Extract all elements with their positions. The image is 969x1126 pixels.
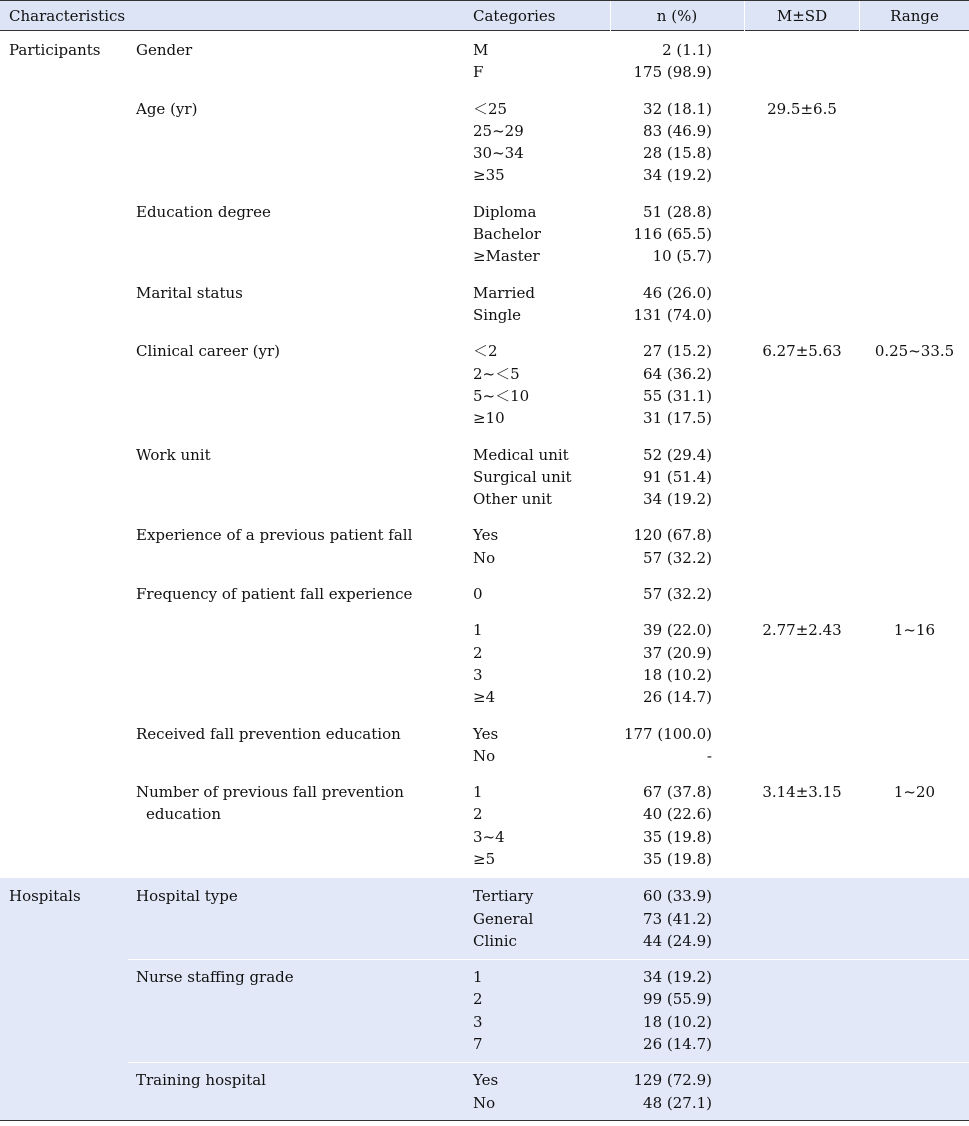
mean-sd-cell: 2.77±2.43 (762, 621, 842, 640)
header-range: Range (890, 7, 939, 25)
n-percent-cell-line: 91 (51.4) (643, 467, 712, 486)
row-label (136, 583, 412, 605)
n-percent-cell (610, 39, 712, 84)
row-label-line: Hospital type (136, 887, 238, 906)
category-cell-line: 2~＜5 (473, 364, 520, 383)
category-cell (473, 966, 483, 1055)
category-cell-line: No (473, 746, 496, 765)
n-percent-cell-line: 99 (55.9) (643, 990, 712, 1009)
group-row (0, 583, 969, 605)
category-cell-line: Tertiary (473, 887, 534, 906)
n-percent-cell-line: 60 (33.9) (643, 887, 712, 906)
category-cell-line: Clinic (473, 931, 517, 950)
section-label: Participants (9, 41, 101, 59)
category-cell (473, 282, 535, 327)
row-label-line: education (146, 805, 221, 824)
n-percent-cell-line: 18 (10.2) (643, 1012, 712, 1031)
group-row (0, 98, 969, 187)
n-percent-cell (610, 98, 712, 187)
group-row (0, 1069, 969, 1114)
category-cell-line: 3 (473, 665, 483, 684)
row-label-line: Education degree (136, 202, 271, 221)
category-cell-line: Yes (473, 1071, 499, 1090)
category-cell-line: M (473, 41, 489, 59)
category-cell-line: Yes (473, 526, 499, 545)
row-label-line: Marital status (136, 283, 243, 302)
category-cell (473, 340, 529, 429)
group-row (0, 723, 969, 768)
category-cell-line: No (473, 1093, 496, 1112)
section-hospitals (0, 878, 969, 1120)
category-cell-line: 5~＜10 (473, 386, 530, 405)
n-percent-cell-line: 39 (22.0) (643, 621, 712, 640)
range-cell: 1~16 (893, 621, 936, 640)
n-percent-cell-line: 26 (14.7) (643, 688, 712, 707)
n-percent-cell (610, 524, 712, 569)
row-label (136, 340, 280, 362)
category-cell-line: No (473, 548, 496, 567)
category-cell (473, 98, 524, 187)
group-row (0, 524, 969, 569)
n-percent-cell-line: 64 (36.2) (643, 364, 712, 383)
header-characteristics: Characteristics (9, 7, 126, 25)
category-cell-line: ＜25 (473, 99, 508, 118)
n-percent-cell-line: 37 (20.9) (643, 643, 712, 662)
category-cell (473, 39, 488, 84)
n-percent-cell (610, 340, 712, 429)
n-percent-cell-line: 55 (31.1) (643, 386, 712, 405)
row-divider (128, 1062, 969, 1063)
category-cell (473, 444, 572, 511)
row-label-line: Received fall prevention education (136, 724, 401, 743)
n-percent-cell-line: 120 (67.8) (633, 526, 712, 545)
category-cell (473, 619, 495, 708)
group-row (0, 885, 969, 952)
group-row (0, 966, 969, 1055)
row-label-line: Clinical career (yr) (136, 342, 280, 361)
category-cell-line: ＜2 (473, 342, 498, 361)
category-cell-line: 25~29 (473, 121, 524, 140)
header-divider (859, 1, 860, 32)
header-divider (744, 1, 745, 32)
category-cell-line: Single (473, 305, 522, 324)
header-mean-sd: M±SD (776, 7, 828, 25)
category-cell-line: ≥4 (473, 688, 496, 707)
row-label (136, 98, 197, 120)
n-percent-cell-line: 26 (14.7) (643, 1035, 712, 1054)
n-percent-cell-line: 131 (74.0) (633, 305, 712, 324)
n-percent-cell-line: 32 (18.1) (643, 99, 712, 118)
n-percent-cell-line: 177 (100.0) (623, 724, 712, 743)
row-label (136, 201, 271, 223)
table-bottom-rule (0, 1120, 969, 1121)
n-percent-cell (610, 781, 712, 870)
section-participants (0, 39, 969, 878)
n-percent-cell (610, 723, 712, 768)
n-percent-cell (610, 444, 712, 511)
n-percent-cell-line: - (706, 746, 712, 765)
n-percent-cell (610, 1069, 712, 1114)
category-cell (473, 885, 533, 952)
n-percent-cell-line: 116 (65.5) (633, 225, 712, 244)
n-percent-cell-line: 44 (24.9) (643, 931, 712, 950)
row-label (136, 781, 404, 826)
n-percent-cell-line: 175 (98.9) (633, 63, 712, 82)
group-row (0, 619, 969, 708)
category-cell-line: Other unit (473, 490, 552, 509)
row-label-line: Age (yr) (136, 99, 198, 118)
category-cell (473, 1069, 498, 1114)
mean-sd-cell: 3.14±3.15 (762, 783, 842, 802)
group-row (0, 444, 969, 511)
category-cell-line: Diploma (473, 202, 537, 221)
n-percent-cell-line: 83 (46.9) (643, 121, 712, 140)
category-cell (473, 201, 541, 268)
range-cell: 1~20 (893, 783, 936, 802)
row-label (136, 282, 243, 304)
header-n-percent: n (%) (656, 7, 698, 25)
n-percent-cell-line: 2 (1.1) (662, 41, 712, 59)
row-label (136, 966, 294, 988)
n-percent-cell-line: 18 (10.2) (643, 665, 712, 684)
n-percent-cell-line: 35 (19.8) (643, 827, 712, 846)
n-percent-cell-line: 28 (15.8) (643, 144, 712, 163)
group-row (0, 340, 969, 429)
row-label-line: Experience of a previous patient fall (136, 526, 413, 545)
category-cell (473, 781, 505, 870)
row-label (136, 1069, 266, 1091)
n-percent-cell-line: 46 (26.0) (643, 283, 712, 302)
n-percent-cell (610, 619, 712, 708)
mean-sd-cell: 29.5±6.5 (767, 99, 837, 118)
category-cell-line: 2 (473, 805, 483, 824)
category-cell-line: 2 (473, 990, 483, 1009)
row-label-line: Training hospital (136, 1071, 266, 1090)
table-header (0, 0, 969, 31)
row-label (136, 885, 238, 907)
row-label-line: Nurse staffing grade (136, 968, 294, 987)
row-label-line: Number of previous fall prevention (136, 783, 404, 802)
n-percent-cell-line: 51 (28.8) (643, 202, 712, 221)
category-cell-line: 30~34 (473, 144, 524, 163)
n-percent-cell-line: 129 (72.9) (633, 1071, 712, 1090)
category-cell-line: 7 (473, 1035, 483, 1054)
n-percent-cell-line: 73 (41.2) (643, 909, 712, 928)
category-cell-line: Surgical unit (473, 467, 572, 486)
header-categories: Categories (473, 7, 556, 25)
n-percent-cell-line: 27 (15.2) (643, 342, 712, 361)
category-cell-line: 3~4 (473, 827, 505, 846)
group-row (0, 201, 969, 268)
category-cell-line: 1 (473, 621, 483, 640)
group-row (0, 781, 969, 870)
category-cell (473, 524, 498, 569)
row-divider (128, 959, 969, 960)
category-cell-line: 2 (473, 643, 483, 662)
category-cell-line: Bachelor (473, 225, 541, 244)
row-label-line: Work unit (136, 445, 211, 464)
group-row (0, 39, 969, 84)
n-percent-cell-line: 34 (19.2) (643, 166, 712, 185)
row-label (136, 39, 192, 61)
n-percent-cell (610, 885, 712, 952)
group-row (0, 282, 969, 327)
n-percent-cell-line: 57 (32.2) (643, 585, 712, 603)
n-percent-cell (610, 282, 712, 327)
category-cell-line: Married (473, 283, 535, 302)
category-cell-line: 3 (473, 1012, 483, 1031)
row-label (136, 723, 401, 745)
n-percent-cell-line: 40 (22.6) (643, 805, 712, 824)
row-label (136, 444, 211, 466)
n-percent-cell-line: 48 (27.1) (643, 1093, 712, 1112)
category-cell-line: General (473, 909, 534, 928)
category-cell (473, 583, 483, 605)
n-percent-cell-line: 34 (19.2) (643, 490, 712, 509)
n-percent-cell-line: 57 (32.2) (643, 548, 712, 567)
category-cell-line: ≥10 (473, 409, 505, 428)
header-divider (610, 1, 611, 32)
row-label (136, 524, 412, 546)
category-cell-line: ≥5 (473, 849, 496, 868)
n-percent-cell (610, 583, 712, 605)
n-percent-cell-line: 34 (19.2) (643, 968, 712, 987)
n-percent-cell-line: 52 (29.4) (643, 445, 712, 464)
category-cell-line: F (473, 63, 484, 82)
category-cell (473, 723, 498, 768)
section-label: Hospitals (9, 887, 81, 906)
n-percent-cell (610, 201, 712, 268)
category-cell-line: 1 (473, 783, 483, 802)
category-cell-line: Medical unit (473, 445, 569, 464)
category-cell-line: Yes (473, 724, 499, 743)
category-cell-line: ≥Master (473, 247, 540, 266)
mean-sd-cell: 6.27±5.63 (762, 342, 842, 361)
row-label-line: Frequency of patient fall experience (136, 585, 413, 603)
n-percent-cell-line: 67 (37.8) (643, 783, 712, 802)
category-cell-line: 0 (473, 585, 483, 603)
n-percent-cell-line: 31 (17.5) (643, 409, 712, 428)
n-percent-cell-line: 35 (19.8) (643, 849, 712, 868)
category-cell-line: ≥35 (473, 166, 505, 185)
range-cell: 0.25~33.5 (874, 342, 955, 361)
category-cell-line: 1 (473, 968, 483, 987)
n-percent-cell (610, 966, 712, 1055)
row-label-line: Gender (136, 41, 193, 59)
n-percent-cell-line: 10 (5.7) (652, 247, 712, 266)
